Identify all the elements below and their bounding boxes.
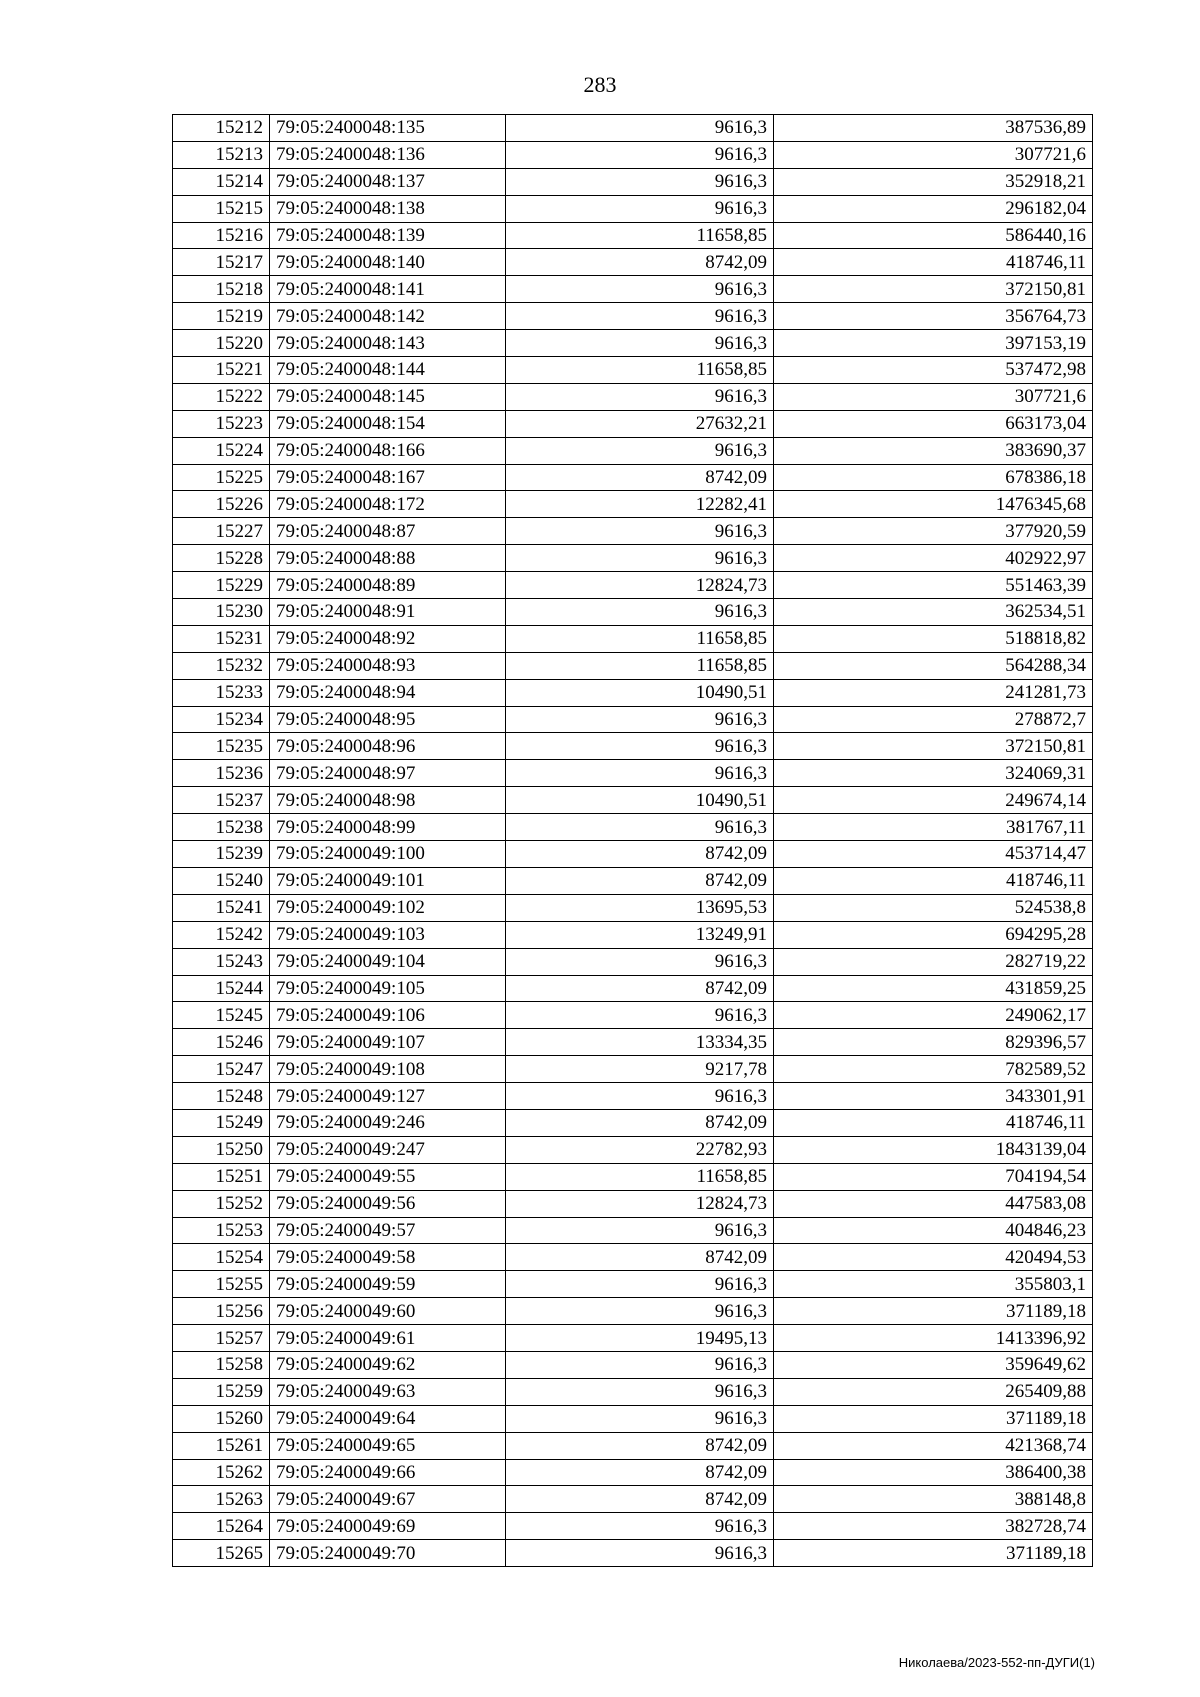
cadastral-number-cell: 79:05:2400049:56: [270, 1190, 506, 1217]
area-cell: 8742,09: [506, 1486, 774, 1513]
cadastral-number-cell: 79:05:2400048:135: [270, 115, 506, 142]
area-cell: 12824,73: [506, 572, 774, 599]
row-number-cell: 15220: [173, 330, 270, 357]
row-number-cell: 15265: [173, 1540, 270, 1567]
area-cell: 11658,85: [506, 652, 774, 679]
row-number-cell: 15233: [173, 679, 270, 706]
row-number-cell: 15263: [173, 1486, 270, 1513]
page-number: 283: [583, 72, 617, 97]
table-row: [173, 115, 1093, 142]
area-cell: 9616,3: [506, 1378, 774, 1405]
value-cell: 359649,62: [774, 1351, 1093, 1378]
cadastral-number-cell: 79:05:2400049:107: [270, 1029, 506, 1056]
cadastral-number-cell: 79:05:2400049:61: [270, 1325, 506, 1352]
cadastral-number-cell: 79:05:2400049:57: [270, 1217, 506, 1244]
value-cell: 278872,7: [774, 706, 1093, 733]
cadastral-number-cell: 79:05:2400049:103: [270, 921, 506, 948]
row-number-cell: 15236: [173, 760, 270, 787]
cadastral-number-cell: 79:05:2400048:141: [270, 276, 506, 303]
row-number-cell: 15239: [173, 841, 270, 868]
table-row: [173, 303, 1093, 330]
table-row: [173, 1056, 1093, 1083]
area-cell: 9616,3: [506, 383, 774, 410]
row-number-cell: 15235: [173, 733, 270, 760]
table-row: [173, 222, 1093, 249]
value-cell: 1843139,04: [774, 1136, 1093, 1163]
table-row: [173, 1109, 1093, 1136]
cadastral-number-cell: 79:05:2400049:100: [270, 841, 506, 868]
value-cell: 371189,18: [774, 1405, 1093, 1432]
area-cell: 9616,3: [506, 1271, 774, 1298]
row-number-cell: 15242: [173, 921, 270, 948]
value-cell: 397153,19: [774, 330, 1093, 357]
value-cell: 249062,17: [774, 1002, 1093, 1029]
cadastral-number-cell: 79:05:2400049:127: [270, 1083, 506, 1110]
area-cell: 9616,3: [506, 733, 774, 760]
row-number-cell: 15212: [173, 115, 270, 142]
cadastral-number-cell: 79:05:2400048:138: [270, 195, 506, 222]
value-cell: 265409,88: [774, 1378, 1093, 1405]
area-cell: 9616,3: [506, 141, 774, 168]
cadastral-number-cell: 79:05:2400049:55: [270, 1163, 506, 1190]
value-cell: 387536,89: [774, 115, 1093, 142]
row-number-cell: 15226: [173, 491, 270, 518]
cadastral-number-cell: 79:05:2400048:142: [270, 303, 506, 330]
row-number-cell: 15218: [173, 276, 270, 303]
cadastral-number-cell: 79:05:2400049:102: [270, 894, 506, 921]
value-cell: 249674,14: [774, 787, 1093, 814]
value-cell: 421368,74: [774, 1432, 1093, 1459]
area-cell: 12824,73: [506, 1190, 774, 1217]
row-number-cell: 15227: [173, 518, 270, 545]
value-cell: 678386,18: [774, 464, 1093, 491]
row-number-cell: 15261: [173, 1432, 270, 1459]
area-cell: 13695,53: [506, 894, 774, 921]
area-cell: 8742,09: [506, 464, 774, 491]
value-cell: 418746,11: [774, 1109, 1093, 1136]
table-row: [173, 948, 1093, 975]
row-number-cell: 15245: [173, 1002, 270, 1029]
value-cell: 371189,18: [774, 1540, 1093, 1567]
cadastral-number-cell: 79:05:2400048:143: [270, 330, 506, 357]
value-cell: 352918,21: [774, 168, 1093, 195]
table-row: [173, 1513, 1093, 1540]
area-cell: 13249,91: [506, 921, 774, 948]
area-cell: 9616,3: [506, 1217, 774, 1244]
area-cell: 10490,51: [506, 787, 774, 814]
value-cell: 307721,6: [774, 141, 1093, 168]
value-cell: 383690,37: [774, 437, 1093, 464]
area-cell: 9616,3: [506, 1540, 774, 1567]
area-cell: 9616,3: [506, 437, 774, 464]
table-row: [173, 1405, 1093, 1432]
area-cell: 11658,85: [506, 1163, 774, 1190]
row-number-cell: 15230: [173, 599, 270, 626]
row-number-cell: 15259: [173, 1378, 270, 1405]
table-row: [173, 330, 1093, 357]
document-footer-reference: Николаева/2023-552-пп-ДУГИ(1): [898, 1655, 1095, 1670]
table-row: [173, 276, 1093, 303]
row-number-cell: 15219: [173, 303, 270, 330]
area-cell: 8742,09: [506, 841, 774, 868]
table-row: [173, 1002, 1093, 1029]
area-cell: 27632,21: [506, 410, 774, 437]
row-number-cell: 15213: [173, 141, 270, 168]
table-row: [173, 572, 1093, 599]
area-cell: 9616,3: [506, 115, 774, 142]
area-cell: 9616,3: [506, 760, 774, 787]
value-cell: 402922,97: [774, 545, 1093, 572]
cadastral-number-cell: 79:05:2400049:106: [270, 1002, 506, 1029]
row-number-cell: 15251: [173, 1163, 270, 1190]
area-cell: 8742,09: [506, 975, 774, 1002]
row-number-cell: 15248: [173, 1083, 270, 1110]
area-cell: 9616,3: [506, 276, 774, 303]
table-row: [173, 599, 1093, 626]
table-row: [173, 867, 1093, 894]
area-cell: 9616,3: [506, 1405, 774, 1432]
table-row: [173, 383, 1093, 410]
area-cell: 9616,3: [506, 303, 774, 330]
table-row: [173, 545, 1093, 572]
value-cell: 382728,74: [774, 1513, 1093, 1540]
value-cell: 404846,23: [774, 1217, 1093, 1244]
table-row: [173, 625, 1093, 652]
table-row: [173, 1459, 1093, 1486]
table-row: [173, 706, 1093, 733]
row-number-cell: 15253: [173, 1217, 270, 1244]
table-row: [173, 1271, 1093, 1298]
cadastral-number-cell: 79:05:2400048:89: [270, 572, 506, 599]
area-cell: 13334,35: [506, 1029, 774, 1056]
row-number-cell: 15256: [173, 1298, 270, 1325]
value-cell: 372150,81: [774, 276, 1093, 303]
cadastral-number-cell: 79:05:2400049:65: [270, 1432, 506, 1459]
cadastral-number-cell: 79:05:2400048:87: [270, 518, 506, 545]
table-row: [173, 1136, 1093, 1163]
cadastral-number-cell: 79:05:2400049:62: [270, 1351, 506, 1378]
table-row: [173, 1163, 1093, 1190]
table-row: [173, 357, 1093, 384]
value-cell: 418746,11: [774, 249, 1093, 276]
table-row: [173, 410, 1093, 437]
table-row: [173, 518, 1093, 545]
cadastral-number-cell: 79:05:2400049:63: [270, 1378, 506, 1405]
table-row: [173, 1486, 1093, 1513]
table-row: [173, 787, 1093, 814]
area-cell: 9616,3: [506, 814, 774, 841]
row-number-cell: 15224: [173, 437, 270, 464]
table-row: [173, 491, 1093, 518]
table-row: [173, 652, 1093, 679]
cadastral-number-cell: 79:05:2400048:99: [270, 814, 506, 841]
area-cell: 8742,09: [506, 1109, 774, 1136]
value-cell: 343301,91: [774, 1083, 1093, 1110]
cadastral-number-cell: 79:05:2400049:59: [270, 1271, 506, 1298]
cadastral-number-cell: 79:05:2400048:172: [270, 491, 506, 518]
value-cell: 388148,8: [774, 1486, 1093, 1513]
value-cell: 1476345,68: [774, 491, 1093, 518]
row-number-cell: 15225: [173, 464, 270, 491]
area-cell: 9616,3: [506, 1351, 774, 1378]
area-cell: 8742,09: [506, 249, 774, 276]
value-cell: 829396,57: [774, 1029, 1093, 1056]
table-row: [173, 1432, 1093, 1459]
area-cell: 9616,3: [506, 168, 774, 195]
row-number-cell: 15232: [173, 652, 270, 679]
cadastral-number-cell: 79:05:2400049:58: [270, 1244, 506, 1271]
cadastral-number-cell: 79:05:2400049:66: [270, 1459, 506, 1486]
cadastral-number-cell: 79:05:2400048:96: [270, 733, 506, 760]
row-number-cell: 15237: [173, 787, 270, 814]
table-row: [173, 1217, 1093, 1244]
area-cell: 9616,3: [506, 195, 774, 222]
area-cell: 9616,3: [506, 545, 774, 572]
value-cell: 371189,18: [774, 1298, 1093, 1325]
cadastral-number-cell: 79:05:2400049:246: [270, 1109, 506, 1136]
value-cell: 282719,22: [774, 948, 1093, 975]
cadastral-number-cell: 79:05:2400049:69: [270, 1513, 506, 1540]
row-number-cell: 15229: [173, 572, 270, 599]
value-cell: 782589,52: [774, 1056, 1093, 1083]
row-number-cell: 15252: [173, 1190, 270, 1217]
value-cell: 524538,8: [774, 894, 1093, 921]
row-number-cell: 15234: [173, 706, 270, 733]
table-row: [173, 1244, 1093, 1271]
value-cell: 377920,59: [774, 518, 1093, 545]
cadastral-number-cell: 79:05:2400048:140: [270, 249, 506, 276]
table-row: [173, 1083, 1093, 1110]
cadastral-number-cell: 79:05:2400049:108: [270, 1056, 506, 1083]
cadastral-number-cell: 79:05:2400048:93: [270, 652, 506, 679]
cadastral-number-cell: 79:05:2400048:92: [270, 625, 506, 652]
cadastral-number-cell: 79:05:2400048:139: [270, 222, 506, 249]
cadastral-number-cell: 79:05:2400048:166: [270, 437, 506, 464]
table-row: [173, 1325, 1093, 1352]
table-row: [173, 1540, 1093, 1567]
area-cell: 9217,78: [506, 1056, 774, 1083]
cadastral-number-cell: 79:05:2400048:144: [270, 357, 506, 384]
cadastral-number-cell: 79:05:2400048:97: [270, 760, 506, 787]
row-number-cell: 15244: [173, 975, 270, 1002]
cadastral-number-cell: 79:05:2400048:136: [270, 141, 506, 168]
value-cell: 420494,53: [774, 1244, 1093, 1271]
row-number-cell: 15247: [173, 1056, 270, 1083]
table-row: [173, 814, 1093, 841]
table-row: [173, 1351, 1093, 1378]
value-cell: 296182,04: [774, 195, 1093, 222]
cadastral-number-cell: 79:05:2400049:247: [270, 1136, 506, 1163]
area-cell: 9616,3: [506, 948, 774, 975]
row-number-cell: 15228: [173, 545, 270, 572]
table-body: [173, 115, 1093, 1567]
value-cell: 355803,1: [774, 1271, 1093, 1298]
cadastral-number-cell: 79:05:2400048:145: [270, 383, 506, 410]
value-cell: 241281,73: [774, 679, 1093, 706]
row-number-cell: 15257: [173, 1325, 270, 1352]
cadastral-number-cell: 79:05:2400048:91: [270, 599, 506, 626]
area-cell: 22782,93: [506, 1136, 774, 1163]
cadastral-number-cell: 79:05:2400049:105: [270, 975, 506, 1002]
cadastral-number-cell: 79:05:2400048:95: [270, 706, 506, 733]
row-number-cell: 15258: [173, 1351, 270, 1378]
area-cell: 12282,41: [506, 491, 774, 518]
cadastral-number-cell: 79:05:2400049:67: [270, 1486, 506, 1513]
row-number-cell: 15243: [173, 948, 270, 975]
area-cell: 9616,3: [506, 518, 774, 545]
row-number-cell: 15238: [173, 814, 270, 841]
row-number-cell: 15250: [173, 1136, 270, 1163]
table-row: [173, 1190, 1093, 1217]
value-cell: 564288,34: [774, 652, 1093, 679]
area-cell: 9616,3: [506, 1298, 774, 1325]
row-number-cell: 15264: [173, 1513, 270, 1540]
row-number-cell: 15223: [173, 410, 270, 437]
area-cell: 9616,3: [506, 1002, 774, 1029]
value-cell: 356764,73: [774, 303, 1093, 330]
value-cell: 418746,11: [774, 867, 1093, 894]
cadastral-number-cell: 79:05:2400048:167: [270, 464, 506, 491]
area-cell: 8742,09: [506, 1244, 774, 1271]
value-cell: 704194,54: [774, 1163, 1093, 1190]
row-number-cell: 15262: [173, 1459, 270, 1486]
value-cell: 453714,47: [774, 841, 1093, 868]
value-cell: 431859,25: [774, 975, 1093, 1002]
row-number-cell: 15221: [173, 357, 270, 384]
row-number-cell: 15231: [173, 625, 270, 652]
row-number-cell: 15249: [173, 1109, 270, 1136]
value-cell: 663173,04: [774, 410, 1093, 437]
area-cell: 11658,85: [506, 625, 774, 652]
table-row: [173, 1378, 1093, 1405]
cadastral-number-cell: 79:05:2400048:154: [270, 410, 506, 437]
cadastral-number-cell: 79:05:2400049:101: [270, 867, 506, 894]
value-cell: 324069,31: [774, 760, 1093, 787]
cadastral-number-cell: 79:05:2400049:104: [270, 948, 506, 975]
row-number-cell: 15215: [173, 195, 270, 222]
table-row: [173, 168, 1093, 195]
cadastral-number-cell: 79:05:2400048:88: [270, 545, 506, 572]
table-row: [173, 975, 1093, 1002]
table-row: [173, 841, 1093, 868]
cadastral-number-cell: 79:05:2400048:94: [270, 679, 506, 706]
area-cell: 9616,3: [506, 599, 774, 626]
area-cell: 9616,3: [506, 330, 774, 357]
area-cell: 8742,09: [506, 867, 774, 894]
value-cell: 1413396,92: [774, 1325, 1093, 1352]
table-row: [173, 1298, 1093, 1325]
table-row: [173, 679, 1093, 706]
row-number-cell: 15255: [173, 1271, 270, 1298]
area-cell: 9616,3: [506, 1083, 774, 1110]
cadastral-number-cell: 79:05:2400048:98: [270, 787, 506, 814]
area-cell: 11658,85: [506, 357, 774, 384]
table-row: [173, 249, 1093, 276]
row-number-cell: 15260: [173, 1405, 270, 1432]
table-row: [173, 894, 1093, 921]
value-cell: 518818,82: [774, 625, 1093, 652]
row-number-cell: 15240: [173, 867, 270, 894]
table-row: [173, 760, 1093, 787]
value-cell: 447583,08: [774, 1190, 1093, 1217]
cadastral-number-cell: 79:05:2400049:60: [270, 1298, 506, 1325]
value-cell: 537472,98: [774, 357, 1093, 384]
value-cell: 381767,11: [774, 814, 1093, 841]
table-row: [173, 1029, 1093, 1056]
area-cell: 19495,13: [506, 1325, 774, 1352]
area-cell: 8742,09: [506, 1459, 774, 1486]
row-number-cell: 15246: [173, 1029, 270, 1056]
value-cell: 586440,16: [774, 222, 1093, 249]
row-number-cell: 15214: [173, 168, 270, 195]
value-cell: 307721,6: [774, 383, 1093, 410]
cadastral-number-cell: 79:05:2400048:137: [270, 168, 506, 195]
area-cell: 10490,51: [506, 679, 774, 706]
value-cell: 386400,38: [774, 1459, 1093, 1486]
table-row: [173, 437, 1093, 464]
area-cell: 9616,3: [506, 706, 774, 733]
table-row: [173, 195, 1093, 222]
value-cell: 372150,81: [774, 733, 1093, 760]
row-number-cell: 15222: [173, 383, 270, 410]
value-cell: 694295,28: [774, 921, 1093, 948]
area-cell: 11658,85: [506, 222, 774, 249]
table-row: [173, 733, 1093, 760]
cadastral-number-cell: 79:05:2400049:70: [270, 1540, 506, 1567]
row-number-cell: 15217: [173, 249, 270, 276]
cadastral-number-cell: 79:05:2400049:64: [270, 1405, 506, 1432]
row-number-cell: 15254: [173, 1244, 270, 1271]
row-number-cell: 15216: [173, 222, 270, 249]
table-row: [173, 921, 1093, 948]
row-number-cell: 15241: [173, 894, 270, 921]
area-cell: 9616,3: [506, 1513, 774, 1540]
value-cell: 551463,39: [774, 572, 1093, 599]
table-row: [173, 141, 1093, 168]
cadastral-value-table: [172, 114, 1093, 1567]
value-cell: 362534,51: [774, 599, 1093, 626]
area-cell: 8742,09: [506, 1432, 774, 1459]
table-row: [173, 464, 1093, 491]
